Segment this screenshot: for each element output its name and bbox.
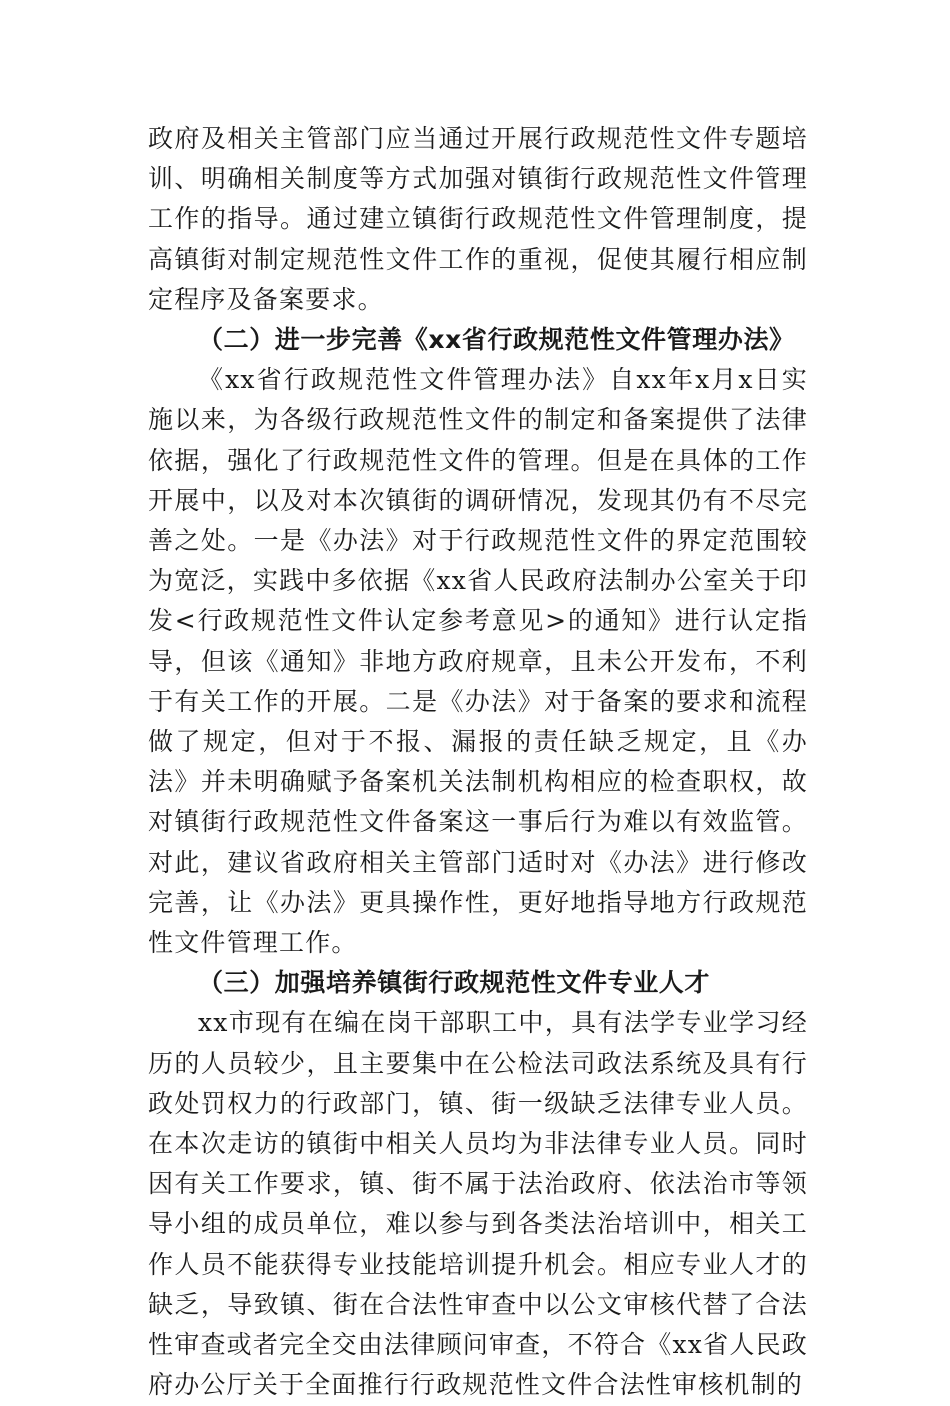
paragraph-continuation: 政府及相关主管部门应当通过开展行政规范性文件专题培训、明确相关制度等方式加强对镇街行政规范性文件管理工作的指导。通过建立镇街行政规范性文件管理制度，提高镇街对制定规范性文件工作的重视，促使其履行相应制定程序及备案要求。 (148, 124, 808, 314)
document-body (148, 119, 808, 1406)
section-heading-2: （二）进一步完善《xx省行政规范性文件管理办法》 (198, 325, 795, 355)
paragraph-section-3: xx市现有在编在岗干部职工中，具有法学专业学习经历的人员较少，且主要集中在公检法司政法系统及具有行政处罚权力的行政部门，镇、街一级缺乏法律专业人员。在本次走访的镇街中相关人员均为非法律专业人员。同时因有关工作要求，镇、街不属于法治政府、依法治市等领导小组的成员单位，难以参与到各类法治培训中，相关工作人员不能获得专业技能培训提升机会。相应专业人才的缺乏，导致镇、街在合法性审查中以公文审核代替了合法性审查或者完全交由法律顾问审查，不符合《xx省人民政府办公厅关于全面推行行政规范性文件合法性审核机制的 (148, 1008, 808, 1400)
paragraph-section-2: 《xx省行政规范性文件管理办法》自xx年x月x日实施以来，为各级行政规范性文件的制定和备案提供了法律依据，强化了行政规范性文件的管理。但是在具体的工作开展中，以及对本次镇街的调研情况，发现其仍有不尽完善之处。一是《办法》对于行政规范性文件的界定范围较为宽泛，实践中多依据《xx省人民政府法制办公室关于印发<行政规范性文件认定参考意见>的通知》进行认定指导，但该《通知》非地方政府规章，且未公开发布，不利于有关工作的开展。二是《办法》对于备案的要求和流程做了规定，但对于不报、漏报的责任缺乏规定，且《办法》并未明确赋予备案机关法制机构相应的检查职权，故对镇街行政规范性文件备案这一事后行为难以有效监管。对此，建议省政府相关主管部门适时对《办法》进行修改完善，让《办法》更具操作性，更好地指导地方行政规范性文件管理工作。 (148, 365, 808, 958)
section-heading-3: （三）加强培养镇街行政规范性文件专业人才 (198, 968, 711, 998)
